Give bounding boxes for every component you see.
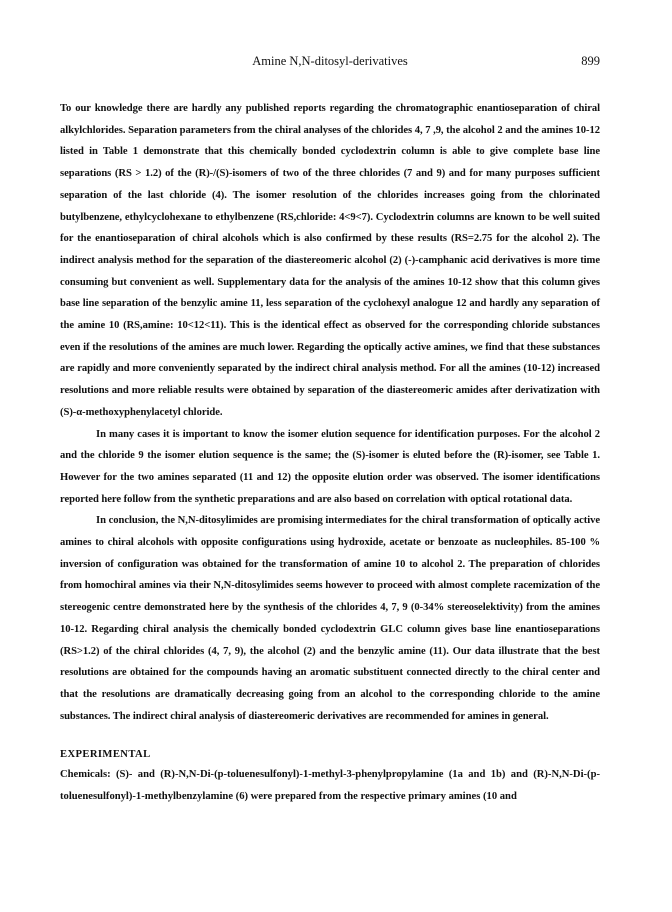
section-heading: EXPERIMENTAL (60, 749, 151, 761)
running-header (60, 54, 600, 70)
body-text (60, 98, 600, 727)
running-title: Amine N,N-ditosyl-derivatives (252, 54, 408, 68)
paragraph-elution-sequence: In many cases it is important to know the isomer elution sequence for identification purposes. For the alcohol 2 and the chloride 9 the isomer elution sequence is the same; the (S)-isomer is eluted before the (R)-isomer, see Table 1. However for the two amines separated (11 and 12) the opposite elution order was observed. The isomer identifications reported here follow from the synthetic preparations and are also based on correlation with optical rotational data. (60, 428, 600, 505)
paragraph-conclusion: In conclusion, the N,N-ditosylimides are promising intermediates for the chiral transformation of optically active amines to chiral alcohols with opposite configurations using hydroxide, acetate or benzoate as nucleophiles. 85-100 % inversion of configuration was obtained for the transformation of amine 10 to alcohol 2. The preparation of chlorides from homochiral amines via their N,N-ditosylimides seems however to proceed with almost complete racemization of the stereogenic centre demonstrated here by the synthesis of the chlorides 4, 7, 9 (0-34% stereoselektivity) from the amines 10-12. Regarding chiral analysis the chemically bonded cyclodextrin GLC column gives base line enantioseparations (RS>1.2) of the chiral chlorides (4, 7, 9), the alcohol (2) and the benzylic amine (11). Our data illustrate that the best resolutions are obtained for the compounds having an aromatic substituent connected directly to the chiral center and that the resolutions are dramatically decreasing going from an alcohol to the corresponding chloride to the amine substances. The indirect chiral analysis of diastereomeric derivatives are recommended for amines in general. (60, 515, 600, 722)
page-number: 899 (581, 54, 600, 68)
page (60, 54, 600, 808)
paragraph-discussion: To our knowledge there are hardly any published reports regarding the chromatographic enantioseparation of chiral alkylchlorides. Separation parameters from the chiral analyses of the chlorides 4, 7 ,9, the alcohol 2 and the amines 10-12 listed in Table 1 demonstrate that this chemically bonded cyclodextrin column is able to give complete base line separations (RS > 1.2) of the (R)-/(S)-isomers of two of the three chlorides (7 and 9) and for many purposes sufficient separation of the last chloride (4). The isomer resolution of the chlorides increases going from the chlorinated butylbenzene, ethylcyclohexane to ethylbenzene (RS,chloride: 4<9<7). Cyclodextrin columns are known to be well suited for the enantioseparation of chiral alcohols which is also confirmed by these results (RS=2.75 for the alcohol 2). The indirect analysis method for the separation of the diastereomeric alcohol (2) (-)-camphanic acid derivatives is more time consuming but convenient as well. Supplementary data for the analysis of the amines 10-12 show that this column gives base line separation of the benzylic amine 11, less separation of the cyclohexyl analogue 12 and hardly any separation of the amine 10 (RS,amine: 10<12<11). This is the identical effect as observed for the corresponding chloride substances even if the resolutions of the amines are much lower. Regarding the optically active amines, we find that these substances are rapidly and more conveniently separated by the indirect chiral analysis method. For all the amines (10-12) increased resolutions and more reliable results were obtained by separation of the diastereomeric amides after derivatization with (S)-α-methoxyphenylacetyl chloride. (60, 103, 600, 418)
paragraph-experimental: Chemicals: (S)- and (R)-N,N-Di-(p-toluenesulfonyl)-1-methyl-3-phenylpropylamine (1a and 1b) and (R)-N,N-Di-(p-toluenesulfonyl)-1-methylbenzylamine (6) were prepared from the respective primary amines (10 and (60, 769, 600, 803)
